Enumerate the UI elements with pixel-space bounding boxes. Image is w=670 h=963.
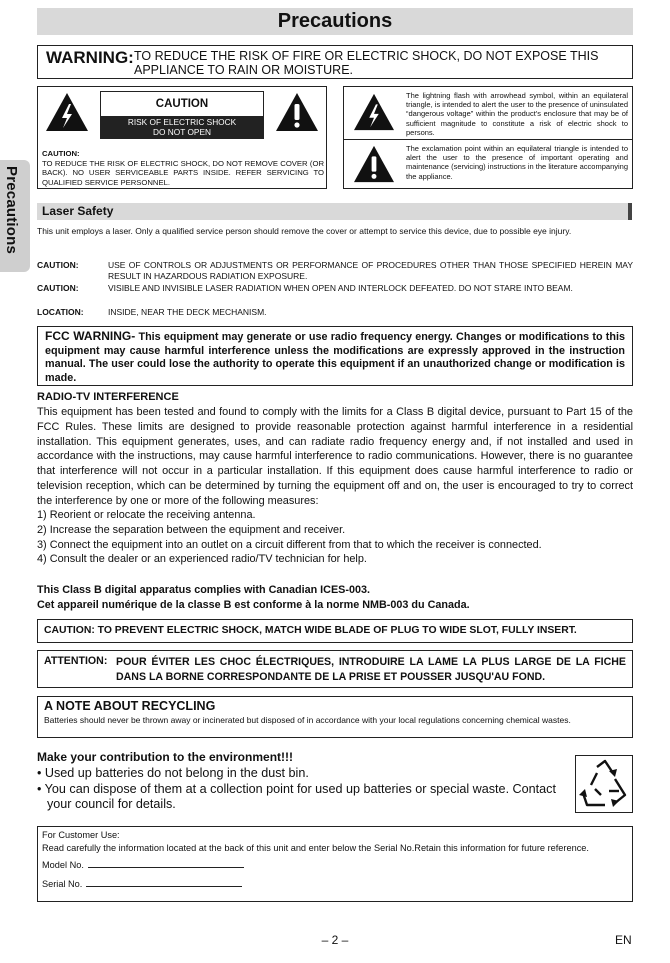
radio-tv-body: This equipment has been tested and found to comply with the limits for a Class B digital device, pursuant to Part 15 of the FCC Rules. These limits are designed to provide reasonable protection against harmful interference in a residential installation. This equipment generates, uses, and can radiate radio frequency energy and, if not installed and used in accordance with the instructions, may cause harmful interference to radio communications. However, there is no guarantee that interference will not occur in a particular installation. If this equipment does cause harmful interference to radio or television reception, which can be determined by turning the equipment off and on, the user is encouraged to try to correct the interference by one or more of the following measures:: [37, 406, 633, 507]
language-code: EN: [615, 933, 632, 947]
caution-label: [100, 91, 264, 139]
page-title: Precautions: [37, 8, 633, 35]
laser-item-key: LOCATION:: [37, 307, 84, 317]
model-number-label: Model No.: [42, 860, 84, 870]
recycling-note-box: [37, 696, 633, 738]
plug-caution-text: CAUTION: TO PREVENT ELECTRIC SHOCK, MATCH WIDE BLADE OF PLUG TO WIDE SLOT, FULLY INSERT.: [44, 625, 577, 636]
canada-compliance-fr: Cet appareil numérique de la classe B est conforme à la norme NMB-003 du Canada.: [37, 599, 470, 611]
exclamation-symbol-icon: [352, 144, 396, 184]
recycling-heading: A NOTE ABOUT RECYCLING: [44, 699, 216, 713]
canada-compliance-en: This Class B digital apparatus complies with Canadian ICES-003.: [37, 584, 370, 596]
laser-item-value: VISIBLE AND INVISIBLE LASER RADIATION WHEN OPEN AND INTERLOCK DEFEATED. DO NOT STARE INTO BEAM.: [108, 283, 573, 293]
caution-label-line2: DO NOT OPEN: [153, 127, 211, 137]
radio-tv-heading: RADIO-TV INTERFERENCE: [37, 391, 179, 403]
laser-location: [37, 307, 633, 318]
canada-compliance: [37, 583, 633, 613]
side-tab-label: Precautions: [3, 166, 20, 255]
lightning-symbol-text: The lightning flash with arrowhead symbol, within an equilateral triangle, is intended to alert the user to the presence of uninsulated “dangerous voltage” within the product's enclosure that may be of sufficient magnitude to constitute a risk of electric shock to persons.: [406, 91, 628, 137]
laser-item-key: CAUTION:: [37, 260, 79, 270]
list-item: • You can dispose of them at a collection point for used up batteries or special waste. Contact your council for details.: [37, 781, 556, 811]
serial-number-label: Serial No.: [42, 878, 83, 889]
fcc-warning-box: [37, 326, 633, 386]
laser-caution-1: [37, 260, 633, 281]
recycle-icon: [575, 755, 633, 813]
laser-safety-heading: Laser Safety: [37, 203, 632, 220]
exclamation-warning-icon: [274, 91, 320, 133]
fcc-warning-lead: FCC WARNING-: [45, 329, 136, 343]
caution-label-line1: RISK OF ELECTRIC SHOCK: [127, 117, 237, 127]
caution-label-top: CAUTION: [155, 98, 209, 110]
list-item: 1) Reorient or relocate the receiving antenna.: [37, 509, 256, 521]
list-item: 4) Consult the dealer or an experienced radio/TV technician for help.: [37, 553, 367, 566]
symbol-divider: [344, 139, 632, 140]
environment-list: [37, 766, 567, 813]
attention-text: POUR ÉVITER LES CHOC ÉLECTRIQUES, INTRODUIRE LA LAME LA PLUS LARGE DE LA FICHE DANS LA BORNE CORRESPONDANTE DE LA PRISE ET POUSSER JUSQU'AU FOND.: [116, 656, 626, 683]
model-number-field[interactable]: [88, 858, 244, 868]
caution-note-text: TO REDUCE THE RISK OF ELECTRIC SHOCK, DO NOT REMOVE COVER (OR BACK). NO USER SERVICEABLE PARTS INSIDE. REFER SERVICING TO QUALIFIED SERVICE PERSONNEL.: [42, 158, 324, 187]
environment-heading: Make your contribution to the environment!!!: [37, 750, 294, 764]
laser-item-key: CAUTION:: [37, 283, 79, 293]
fcc-warning-text: [45, 330, 625, 385]
radio-tv-measures: [37, 508, 633, 567]
caution-label-bottom: [101, 116, 263, 139]
list-item: 3) Connect the equipment into an outlet on a circuit different from that to which the receiver is connected.: [37, 538, 542, 551]
customer-use-title: For Customer Use:: [42, 830, 120, 840]
recycling-text: Batteries should never be thrown away or incinerated but disposed of in accordance with your local regulations concerning chemical wastes.: [44, 715, 571, 725]
page-number: – 2 –: [321, 933, 349, 947]
side-section-tab: [0, 160, 30, 272]
symbol-explanation-panel: [343, 86, 633, 189]
laser-intro: This unit employs a laser. Only a qualified service person should remove the cover or attempt to service this device, due to possible eye injury.: [37, 226, 572, 236]
customer-use-content: [42, 829, 628, 890]
lightning-warning-icon: [44, 91, 90, 133]
serial-number-field[interactable]: [86, 877, 242, 887]
attention-box: [37, 650, 633, 688]
laser-item-value: INSIDE, NEAR THE DECK MECHANISM.: [108, 307, 267, 317]
plug-caution-box: [37, 619, 633, 643]
warning-box: [37, 45, 633, 79]
model-number-row: [42, 858, 628, 872]
laser-item-value: USE OF CONTROLS OR ADJUSTMENTS OR PERFORMANCE OF PROCEDURES OTHER THAN THOSE SPECIFIED HEREIN MAY RESULT IN HAZARDOUS RADIATION EXPOSURE.: [108, 260, 633, 281]
caution-note: [42, 149, 324, 187]
caution-note-title: CAUTION:: [42, 149, 80, 158]
caution-panel: [37, 86, 327, 189]
list-item: • Used up batteries do not belong in the dust bin.: [37, 766, 309, 780]
serial-number-row: [42, 877, 628, 891]
fcc-warning-body: This equipment may generate or use radio frequency energy. Changes or modifications to this equipment may cause harmful interference unless the modifications are expressly approved in the instruction manual. The user could lose the authority to operate this equipment if an unauthorized change or modification is made.: [45, 331, 625, 384]
attention-label: ATTENTION:: [44, 655, 108, 667]
laser-caution-2: [37, 283, 633, 294]
warning-text: TO REDUCE THE RISK OF FIRE OR ELECTRIC SHOCK, DO NOT EXPOSE THIS APPLIANCE TO RAIN OR MOISTURE.: [134, 49, 599, 77]
lightning-symbol-icon: [352, 92, 396, 132]
warning-label: WARNING:: [46, 48, 134, 67]
customer-use-box: [37, 826, 633, 902]
list-item: 2) Increase the separation between the equipment and receiver.: [37, 523, 346, 536]
customer-use-text: Read carefully the information located at the back of this unit and enter below the Serial No.Retain this information for future reference.: [42, 842, 589, 853]
exclamation-symbol-text: The exclamation point within an equilateral triangle is intended to alert the user to the presence of important operating and maintenance (servicing) instructions in the literature accompanying the appliance.: [406, 144, 628, 181]
